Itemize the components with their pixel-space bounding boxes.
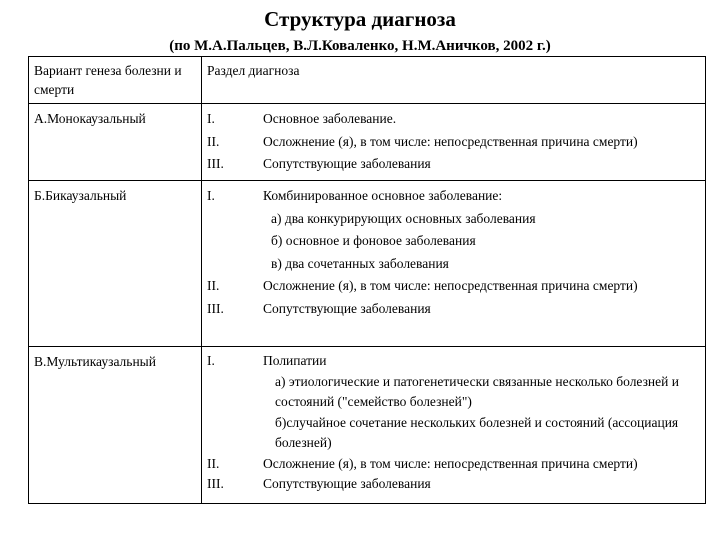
section-line <box>207 131 699 154</box>
section-number: II. <box>207 278 220 293</box>
page-title: Структура диагноза <box>264 7 456 31</box>
diagnosis-table <box>28 56 706 504</box>
section-number: I. <box>207 188 215 203</box>
section-line <box>207 298 699 321</box>
section-line <box>207 454 699 475</box>
section-text: б) основное и фоновое заболевания <box>271 233 476 248</box>
section-text: в) два сочетанных заболевания <box>271 255 449 271</box>
section-cell <box>202 347 706 504</box>
section-number: II. <box>207 455 220 471</box>
section-cell <box>202 104 706 181</box>
section-number: II. <box>207 133 220 149</box>
section-number <box>207 230 263 253</box>
header-section: Раздел диагноза <box>202 57 706 104</box>
table-row <box>29 181 706 347</box>
variant-cell: В.Мультикаузальный <box>29 347 202 504</box>
section-number <box>207 372 263 413</box>
section-text: Полипатии <box>263 353 327 368</box>
section-line <box>207 253 699 276</box>
section-text: Осложнение (я), в том числе: непосредственная причина смерти) <box>263 455 638 471</box>
page-subtitle: (по М.А.Пальцев, В.Л.Коваленко, Н.М.Аничков, 2002 г.) <box>169 38 551 54</box>
section-number: I. <box>207 353 215 368</box>
section-text: Сопутствующие заболевания <box>263 156 431 171</box>
table-row <box>29 347 706 504</box>
section-line <box>207 185 699 208</box>
section-number <box>207 413 263 454</box>
section-line <box>207 474 699 495</box>
section-line <box>207 108 699 131</box>
section-line <box>207 372 699 413</box>
variant-cell: А.Монокаузальный <box>29 104 202 181</box>
section-cell <box>202 181 706 347</box>
section-text: Сопутствующие заболевания <box>263 300 431 316</box>
header-variant: Вариант генеза болезни и смерти <box>29 57 202 104</box>
section-number: III. <box>207 156 224 171</box>
section-number: I. <box>207 111 215 126</box>
section-line <box>207 230 699 253</box>
section-line <box>207 413 699 454</box>
section-text: б)случайное сочетание нескольких болезней и состояний (ассоциация болезней) <box>275 414 679 450</box>
section-text: а) этиологические и патогенетически связанные несколько болезней и состояний ("семейство болезней") <box>275 373 679 409</box>
section-line <box>207 275 699 298</box>
section-text: а) два конкурирующих основных заболевания <box>271 210 536 226</box>
table-header-row <box>29 57 706 104</box>
section-number <box>207 208 263 231</box>
section-text: Комбинированное основное заболевание: <box>263 188 503 203</box>
section-line <box>207 208 699 231</box>
variant-cell: Б.Бикаузальный <box>29 181 202 347</box>
section-number: III. <box>207 476 224 491</box>
section-text: Осложнение (я), в том числе: непосредственная причина смерти) <box>263 278 638 293</box>
section-line <box>207 351 699 372</box>
section-text: Осложнение (я), в том числе: непосредственная причина смерти) <box>263 133 638 149</box>
table-row <box>29 104 706 181</box>
section-number: III. <box>207 300 224 316</box>
section-text: Основное заболевание. <box>263 111 397 126</box>
section-text: Сопутствующие заболевания <box>263 476 431 491</box>
section-line <box>207 153 699 176</box>
section-number <box>207 253 263 276</box>
